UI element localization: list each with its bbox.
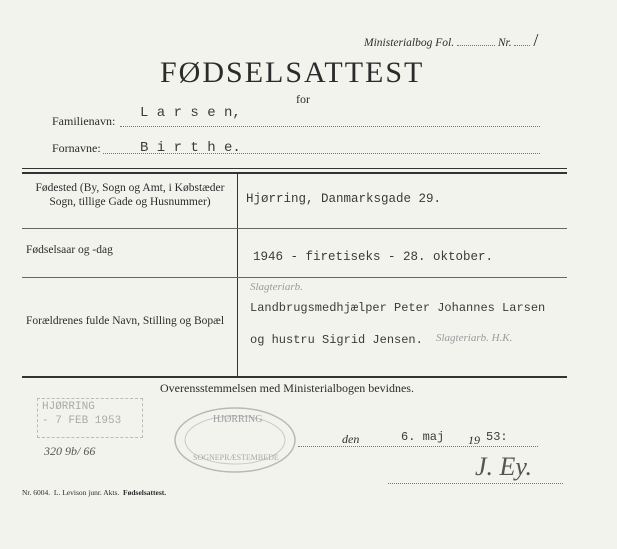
table-row-label: Fødested (By, Sogn og Amt, i Købstæder Sogn, tillige Gade og Husnummer) — [35, 182, 225, 208]
handwritten-number: 320 9b/ 66 — [44, 444, 96, 458]
faded-stamp-line1: HJØRRING — [42, 401, 95, 413]
parents-line-2: og hustru Sigrid Jensen. — [250, 333, 423, 347]
form-name: Fødselsattest. — [123, 488, 167, 497]
familienavn-value: L a r s e n, — [140, 105, 241, 121]
signature: J. Ey. — [475, 452, 533, 481]
table-row-label: Forældrenes fulde Navn, Stilling og Bopæl — [26, 315, 225, 327]
table-row-value: Hjørring, Danmarksgade 29. — [246, 192, 442, 206]
round-stamp — [173, 405, 297, 475]
confirmation-text: Overensstemmelsen med Ministerialbogen bevidnes. — [160, 381, 414, 395]
form-number: Nr. 6004. — [22, 488, 51, 497]
table-row-label: Fødselsaar og -dag — [26, 244, 113, 256]
table-row-divider-1 — [22, 228, 567, 229]
page-title: FØDSELSATTEST — [160, 56, 425, 89]
date-year-prefix: 19 — [468, 433, 480, 447]
faded-stamp — [37, 398, 143, 438]
publisher: L. Levison junr. Akts. — [53, 488, 120, 497]
table-top-rule — [22, 168, 567, 169]
title-sub: for — [296, 92, 310, 106]
nr-blank — [514, 45, 530, 46]
signature-line — [388, 483, 563, 484]
table-column-divider — [237, 172, 238, 376]
date-den-label: den — [342, 432, 360, 446]
round-stamp-top: HJØRRING — [213, 414, 263, 425]
handwritten-occupation: Slagteriarb. — [250, 281, 303, 293]
nr-value: / — [533, 30, 539, 50]
ministerialbog-fol-blank — [457, 45, 495, 46]
round-stamp-bottom: SOGNEPRÆSTEMBEDE — [193, 453, 279, 462]
faded-stamp-line2: - 7 FEB 1953 — [42, 415, 122, 427]
table-row-divider-2 — [22, 277, 567, 278]
footer — [22, 488, 166, 497]
familienavn-line — [120, 126, 540, 127]
table-bottom-rule — [22, 376, 567, 378]
handwritten-annotation: Slagteriarb. H.K. — [436, 332, 513, 344]
fornavne-label: Fornavne: — [52, 141, 101, 155]
date-day-month: 6. maj — [401, 430, 445, 444]
ministerialbog-label: Ministerialbog Fol. — [364, 37, 455, 49]
table-top-rule-double — [22, 172, 567, 174]
nr-label: Nr. — [497, 37, 512, 49]
date-line — [298, 446, 538, 447]
parents-line-1: Landbrugsmedhjælper Peter Johannes Larsen — [250, 301, 546, 315]
date-year-suffix: 53: — [486, 430, 508, 444]
fornavne-value: B i r t h e. — [140, 140, 241, 156]
familienavn-label: Familienavn: — [52, 114, 116, 128]
table-row-value: 1946 - firetiseks - 28. oktober. — [253, 250, 494, 264]
